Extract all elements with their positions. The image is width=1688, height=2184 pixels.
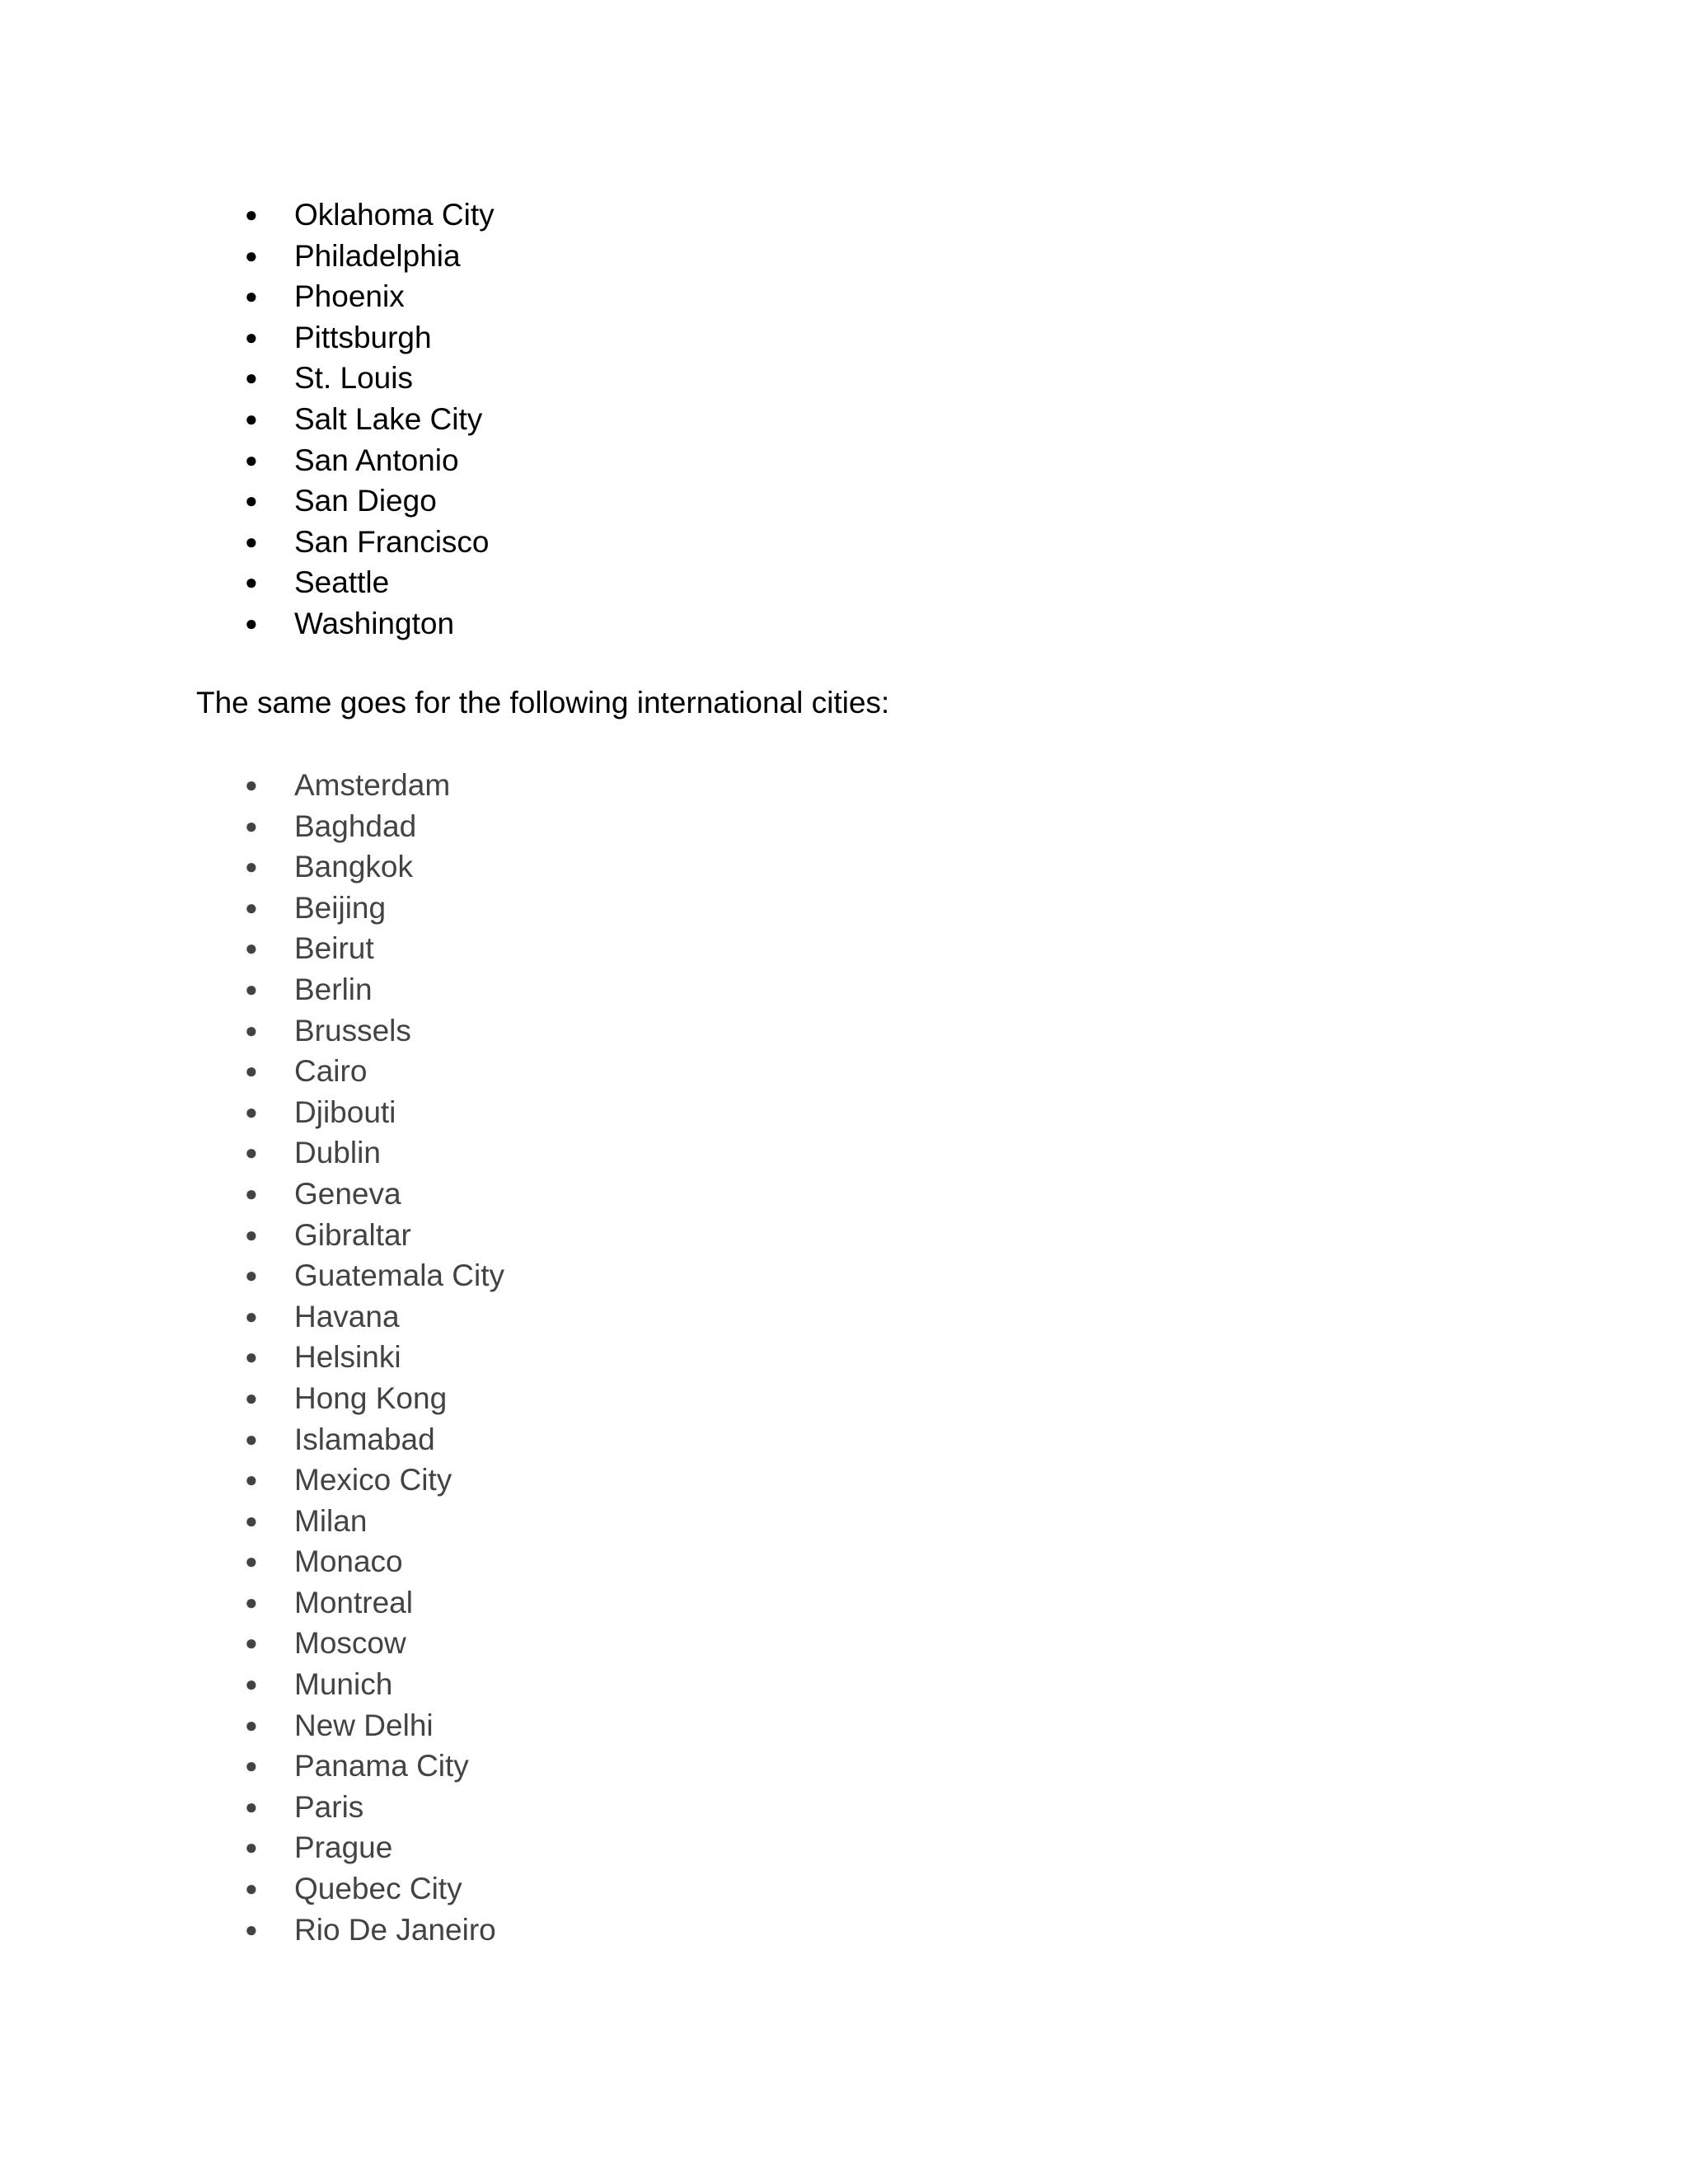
city-name: New Delhi — [294, 1708, 434, 1742]
city-name: Pittsburgh — [294, 320, 432, 354]
city-name: Salt Lake City — [294, 401, 483, 436]
city-name: Geneva — [294, 1176, 401, 1211]
bullet-icon: ● — [245, 976, 258, 1001]
city-name: Phoenix — [294, 279, 405, 314]
city-name: Hong Kong — [294, 1380, 448, 1415]
bullet-icon: ● — [245, 1426, 258, 1451]
city-name: Mexico City — [294, 1463, 452, 1497]
bullet-icon: ● — [245, 1263, 258, 1288]
city-name: St. Louis — [294, 361, 413, 396]
city-name: Dublin — [294, 1136, 381, 1170]
bullet-icon: ● — [245, 1589, 258, 1615]
bullet-icon: ● — [245, 1671, 258, 1697]
bullet-icon: ● — [245, 1876, 258, 1901]
city-name: Beirut — [294, 931, 374, 966]
city-name: Amsterdam — [294, 768, 451, 802]
city-name: Baghdad — [294, 808, 417, 843]
city-name: Djibouti — [294, 1094, 396, 1129]
bullet-icon: ● — [245, 488, 258, 513]
city-name: Quebec City — [294, 1872, 462, 1906]
city-name: Brussels — [294, 1013, 411, 1047]
city-name: Berlin — [294, 972, 373, 1006]
intro-paragraph: The same goes for the following international cities: — [196, 686, 890, 719]
city-name: Cairo — [294, 1054, 368, 1089]
city-name: Islamabad — [294, 1422, 435, 1456]
bullet-icon: ● — [245, 202, 258, 227]
bullet-icon: ● — [245, 1835, 258, 1860]
city-name: Havana — [294, 1299, 400, 1333]
bullet-icon: ● — [245, 1385, 258, 1410]
city-name: Rio De Janeiro — [294, 1912, 496, 1947]
bullet-icon: ● — [245, 854, 258, 879]
city-name: Munich — [294, 1667, 393, 1702]
city-name: Helsinki — [294, 1340, 401, 1375]
city-name: Bangkok — [294, 850, 413, 884]
bullet-icon: ● — [245, 365, 258, 391]
bullet-icon: ● — [245, 1712, 258, 1737]
bullet-icon: ● — [245, 1099, 258, 1124]
city-name: San Diego — [294, 484, 437, 518]
city-name: San Antonio — [294, 443, 459, 477]
bullet-icon: ● — [245, 1753, 258, 1779]
bullet-icon: ● — [245, 528, 258, 554]
city-name: Panama City — [294, 1749, 469, 1783]
bullet-icon: ● — [245, 569, 258, 595]
bullet-icon: ● — [245, 447, 258, 472]
bullet-icon: ● — [245, 1630, 258, 1656]
city-name: Philadelphia — [294, 238, 461, 273]
city-name: Washington — [294, 606, 455, 640]
bullet-icon: ● — [245, 405, 258, 431]
bullet-icon: ● — [245, 1017, 258, 1043]
bullet-icon: ● — [245, 894, 258, 920]
city-name: Seattle — [294, 565, 390, 600]
bullet-icon: ● — [245, 813, 258, 838]
bullet-icon: ● — [245, 1058, 258, 1084]
bullet-icon: ● — [245, 1549, 258, 1574]
bullet-icon: ● — [245, 1303, 258, 1329]
city-name: San Francisco — [294, 524, 490, 559]
city-name: Prague — [294, 1830, 393, 1865]
city-name: Milan — [294, 1503, 368, 1538]
bullet-icon: ● — [245, 1140, 258, 1165]
city-name: Moscow — [294, 1626, 406, 1661]
bullet-icon: ● — [245, 1507, 258, 1533]
bullet-icon: ● — [245, 324, 258, 349]
city-name: Beijing — [294, 890, 387, 925]
bullet-icon: ● — [245, 1221, 258, 1247]
bullet-icon: ● — [245, 610, 258, 635]
bullet-icon: ● — [245, 284, 258, 309]
bullet-icon: ● — [245, 1793, 258, 1819]
bullet-icon: ● — [245, 1467, 258, 1493]
city-name: Paris — [294, 1789, 364, 1824]
city-name: Montreal — [294, 1585, 413, 1619]
bullet-icon: ● — [245, 1180, 258, 1206]
bullet-icon: ● — [245, 772, 258, 797]
city-name: Gibraltar — [294, 1217, 411, 1252]
city-name: Guatemala City — [294, 1258, 504, 1293]
city-name: Oklahoma City — [294, 198, 495, 232]
bullet-icon: ● — [245, 242, 258, 268]
bullet-icon: ● — [245, 1344, 258, 1370]
bullet-icon: ● — [245, 1916, 258, 1942]
city-name: Monaco — [294, 1544, 403, 1579]
bullet-icon: ● — [245, 935, 258, 961]
